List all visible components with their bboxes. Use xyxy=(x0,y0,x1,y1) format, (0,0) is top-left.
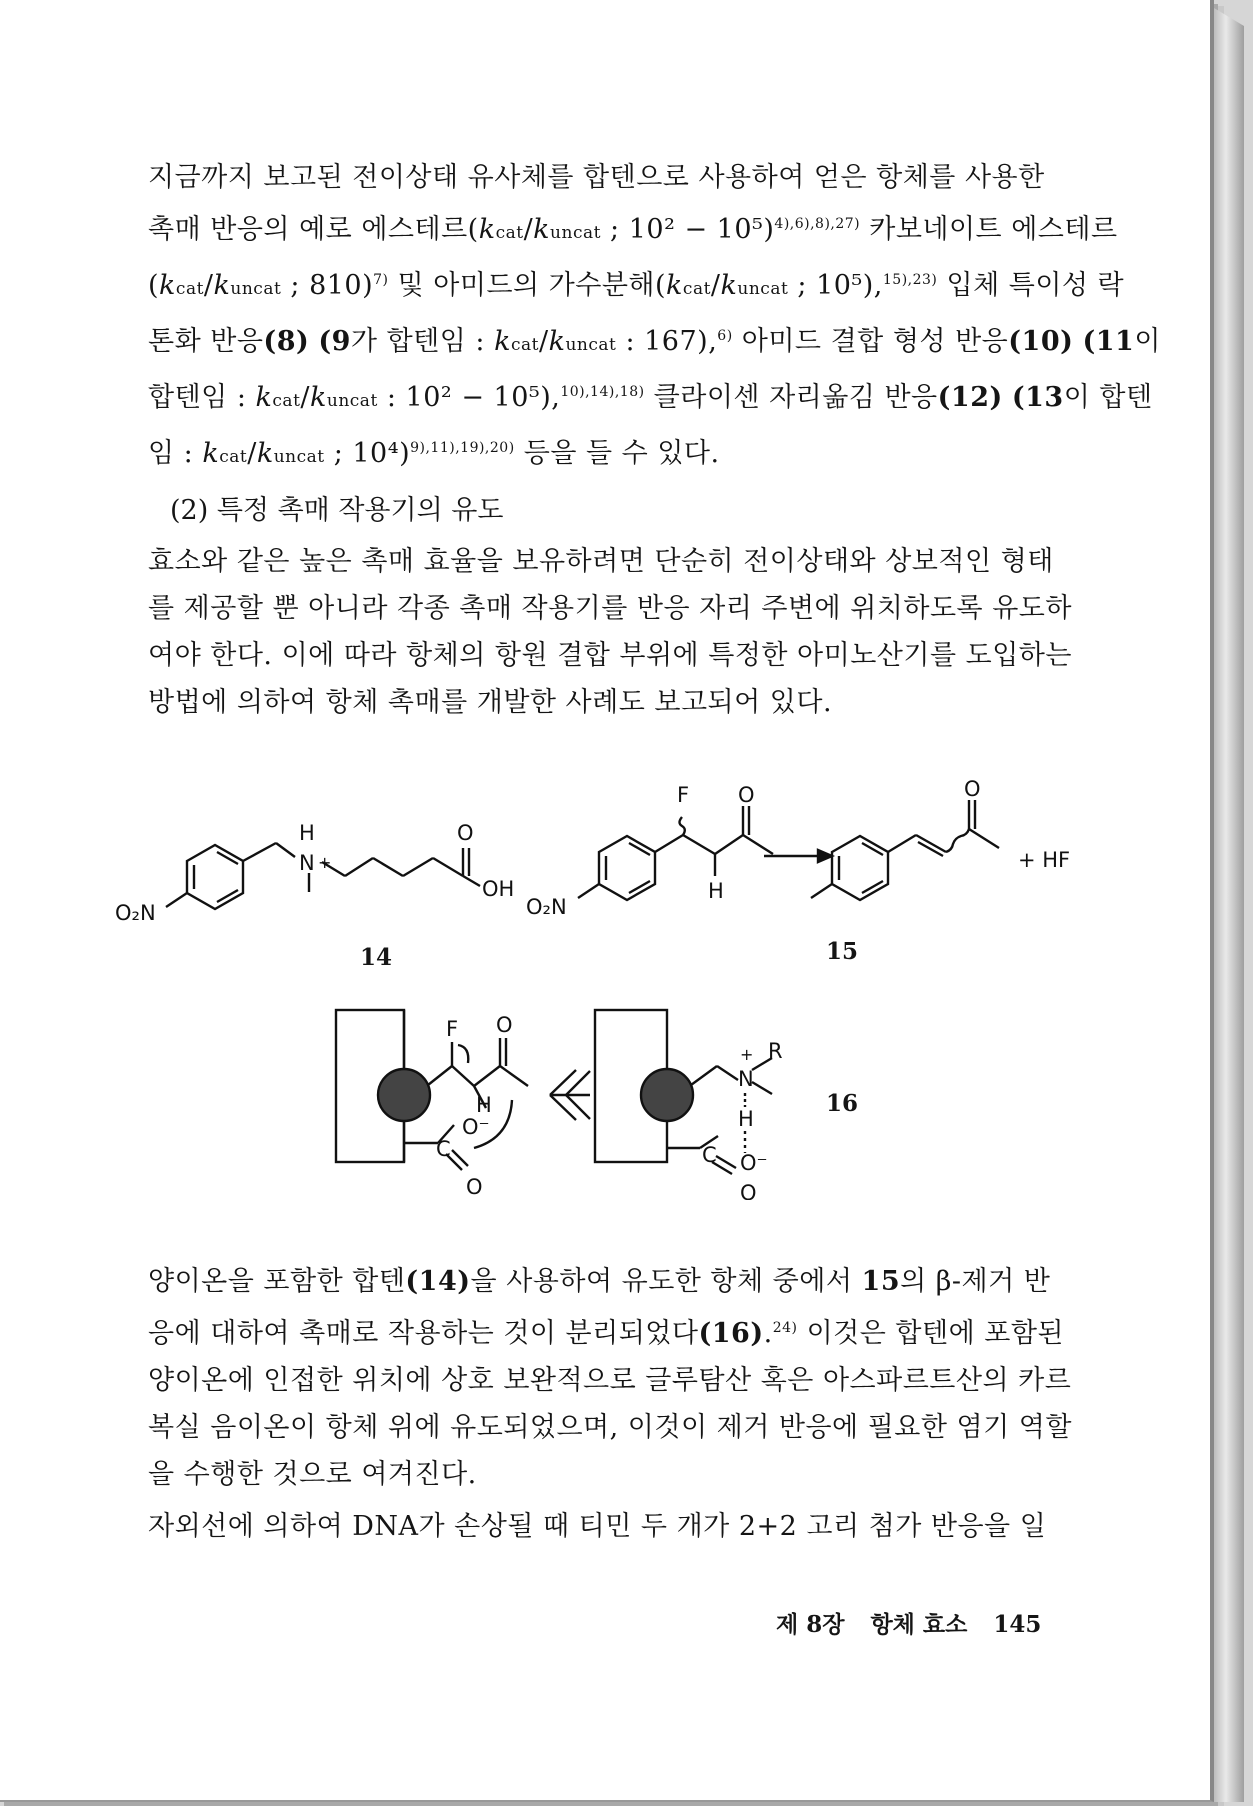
n-label: N xyxy=(299,851,315,875)
paragraph-4-line-1: 자외선에 의하여 DNA가 손상될 때 티민 두 개가 2+2 고리 첨가 반응을 일 xyxy=(148,1511,1047,1542)
paragraph-3 xyxy=(148,1258,1072,1498)
compound-15-label: 15 xyxy=(826,938,859,965)
page-footer xyxy=(776,1606,1059,1639)
o2n-label-15: O₂N xyxy=(526,895,567,919)
page-number: 145 xyxy=(993,1611,1042,1638)
plus-label: + xyxy=(318,853,332,872)
paragraph-1 xyxy=(148,154,1161,481)
f-label-16: F xyxy=(446,1017,459,1041)
paragraph-3-line-3: 양이온에 인접한 위치에 상호 보완적으로 글루탐산 혹은 아스파르트산의 카르 xyxy=(148,1365,1072,1396)
h-label-15: H xyxy=(708,879,724,903)
paragraph-2 xyxy=(148,538,1072,726)
chemistry-figure xyxy=(0,770,1210,1200)
c-label: C xyxy=(436,1137,451,1161)
plus-label-16: + xyxy=(740,1045,754,1064)
paragraph-1-line-3: (kcat/kuncat ; 810)$^{7)}$ 및 아미드의 가수분해(kcat/kuncat ; 10⁵),$^{15),23)}$ 입체 특이성 락 xyxy=(148,270,1125,301)
paragraph-3-line-4: 복실 음이온이 항체 위에 유도되었으며, 이것이 제거 반응에 필요한 염기 역할 xyxy=(148,1412,1072,1443)
o-minus-label: O⁻ xyxy=(462,1115,490,1139)
section-heading: (2) 특정 촉매 작용기의 유도 xyxy=(170,495,504,526)
compound-16-label: 16 xyxy=(826,1090,859,1117)
compound-14-label: 14 xyxy=(360,944,393,971)
o-label-15: O xyxy=(738,783,755,807)
compound-15-structure xyxy=(578,800,999,900)
hf-label: + HF xyxy=(1018,848,1071,872)
o-label-16c: O xyxy=(740,1181,757,1200)
paragraph-1-line-6: 임 : kcat/kuncat ; 10⁴)$^{9),11),19),20)}$ 등을 들 수 있다. xyxy=(148,438,720,469)
oh-label: OH xyxy=(482,877,515,901)
paragraph-4 xyxy=(148,1503,1047,1550)
paragraph-2-line-4: 방법에 의하여 항체 촉매를 개발한 사례도 보고되어 있다. xyxy=(148,687,833,718)
paragraph-3-line-1: 양이온을 포함한 합텐(14)을 사용하여 유도한 항체 중에서 15의 β-제거 반 xyxy=(148,1266,1051,1297)
paragraph-1-line-1: 지금까지 보고된 전이상태 유사체를 합텐으로 사용하여 얻은 항체를 사용한 xyxy=(148,162,1045,193)
o-label-16: O xyxy=(496,1013,513,1037)
paragraph-1-line-4: 톤화 반응(8) (9가 합텐임 : kcat/kuncat : 167),$^{6)}$ 아미드 결합 형성 반응(10) (11이 xyxy=(148,326,1161,357)
f-label: F xyxy=(677,783,690,807)
o2n-label: O₂N xyxy=(115,901,156,925)
h-label-16: H xyxy=(476,1093,492,1117)
o-label: O xyxy=(457,821,474,845)
page-edge xyxy=(1214,8,1244,1802)
r-label: R xyxy=(768,1039,783,1063)
paragraph-2-line-1: 효소와 같은 높은 촉매 효율을 보유하려면 단순히 전이상태와 상보적인 형태 xyxy=(148,546,1054,577)
n-label-16: N xyxy=(738,1067,754,1091)
paragraph-3-line-2: 응에 대하여 촉매로 작용하는 것이 분리되었다(16).$^{24)}$ 이것은 합텐에 포함된 xyxy=(148,1318,1064,1349)
o-label-16b: O xyxy=(466,1175,483,1199)
paragraph-1-line-2: 촉매 반응의 예로 에스테르(kcat/kuncat ; 10² − 10⁵)$^{4),6),8),27)}$ 카보네이트 에스테르 xyxy=(148,214,1118,245)
o-minus-label-b: O⁻ xyxy=(740,1151,768,1175)
paragraph-2-line-3: 여야 한다. 이에 따라 항체의 항원 결합 부위에 특정한 아미노산기를 도입하는 xyxy=(148,640,1072,671)
o-label-product: O xyxy=(964,777,981,801)
h-label: H xyxy=(299,821,315,845)
footer-chapter: 제 8장 xyxy=(776,1611,845,1638)
paragraph-1-line-5: 합텐임 : kcat/kuncat : 10² − 10⁵),$^{10),14),18)}$ 클라이센 자리옮김 반응(12) (13이 합텐 xyxy=(148,382,1153,413)
paragraph-3-line-5: 을 수행한 것으로 여겨진다. xyxy=(148,1459,477,1490)
h-label-16b: H xyxy=(738,1107,754,1131)
c-label-b: C xyxy=(702,1143,717,1167)
footer-title: 항체 효소 xyxy=(870,1611,968,1638)
paragraph-2-line-2: 를 제공할 뿐 아니라 각종 촉매 작용기를 반응 자리 주변에 위치하도록 유도하 xyxy=(148,593,1072,624)
